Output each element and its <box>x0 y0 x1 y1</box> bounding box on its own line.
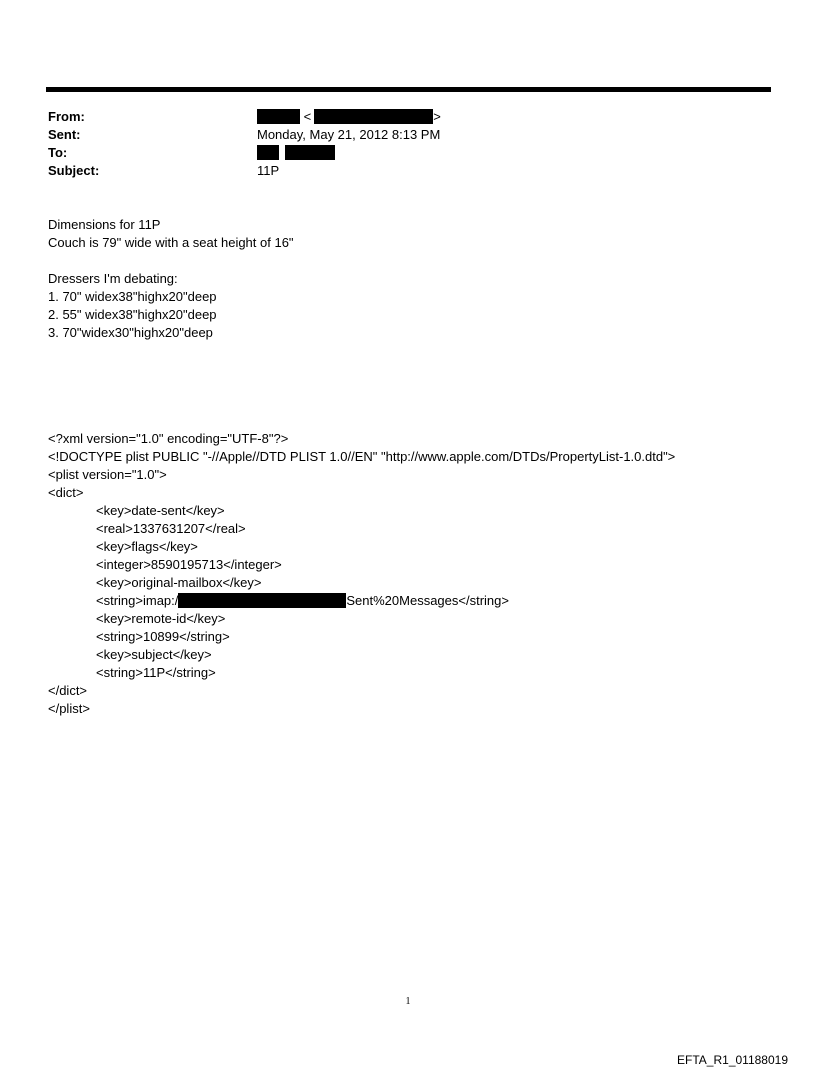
sent-value: Monday, May 21, 2012 8:13 PM <box>257 127 441 142</box>
redaction-block <box>285 145 335 160</box>
plist-line: <string>10899</string> <box>96 629 230 644</box>
redaction-block <box>257 145 279 160</box>
plist-line: <string>11P</string> <box>96 665 216 680</box>
body-line: 1. 70" widex38"highx20"deep <box>48 289 217 304</box>
document-id: EFTA_R1_01188019 <box>677 1053 788 1067</box>
to-value <box>257 144 335 162</box>
page-number: 1 <box>405 996 411 1007</box>
body-line: Dressers I'm debating: <box>48 271 178 286</box>
header-rule <box>46 87 771 92</box>
from-value <box>257 108 441 126</box>
plist-line: <key>original-mailbox</key> <box>96 575 262 590</box>
body-line: Couch is 79" wide with a seat height of 16" <box>48 235 294 250</box>
redaction-block <box>257 109 300 124</box>
subject-value: 11P <box>257 163 280 178</box>
plist-line: <integer>8590195713</integer> <box>96 557 282 572</box>
from-label: From: <box>48 109 85 124</box>
plist-line: <plist version="1.0"> <box>48 467 167 482</box>
plist-line: <key>flags</key> <box>96 539 198 554</box>
to-label: To: <box>48 145 68 160</box>
from-open-bracket: < <box>303 109 312 124</box>
plist-line: <key>subject</key> <box>96 647 212 662</box>
plist-line <box>48 592 768 610</box>
subject-label: Subject: <box>48 163 100 178</box>
body-line: Dimensions for 11P <box>48 217 161 232</box>
plist-line: <?xml version="1.0" encoding="UTF-8"?> <box>48 431 289 446</box>
redaction-block <box>314 109 433 124</box>
plist-line: <key>remote-id</key> <box>96 611 226 626</box>
sent-label: Sent: <box>48 127 81 142</box>
body-line: 3. 70"widex30"highx20"deep <box>48 325 213 340</box>
redaction-block <box>178 593 346 608</box>
from-close-bracket: > <box>433 109 441 124</box>
body-line: 2. 55" widex38"highx20"deep <box>48 307 217 322</box>
plist-line: <dict> <box>48 485 84 500</box>
plist-block <box>48 430 768 718</box>
plist-line: <!DOCTYPE plist PUBLIC "-//Apple//DTD PLIST 1.0//EN" "http://www.apple.com/DTDs/PropertyList-1.0.dtd"> <box>48 449 676 464</box>
plist-mailbox-prefix: <string>imap:/ <box>96 593 179 608</box>
plist-line: </dict> <box>48 683 88 698</box>
message-body <box>48 216 768 342</box>
plist-line: <key>date-sent</key> <box>96 503 225 518</box>
plist-line: <real>1337631207</real> <box>96 521 246 536</box>
plist-mailbox-suffix: Sent%20Messages</string> <box>346 593 509 608</box>
plist-line: </plist> <box>48 701 90 716</box>
